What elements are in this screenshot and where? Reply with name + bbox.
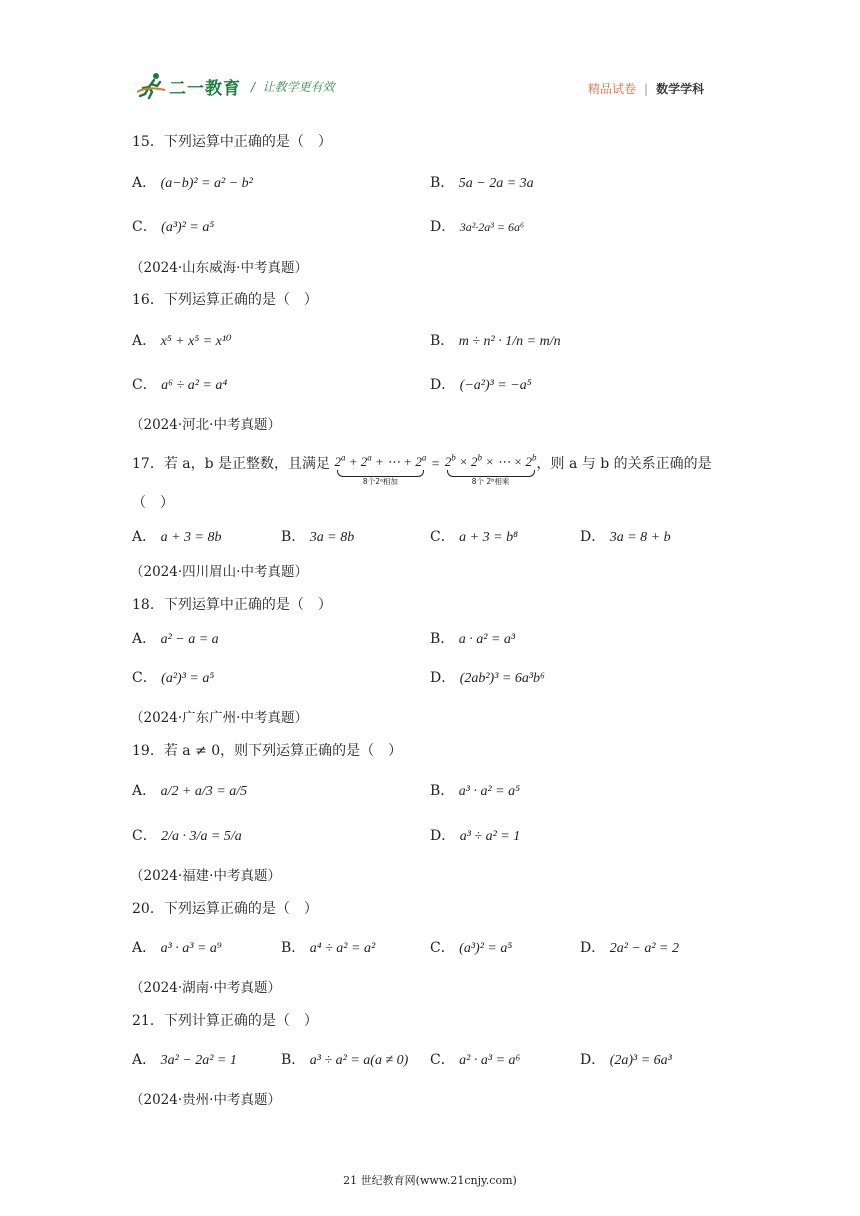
question-15-stem: 15．下列运算中正确的是（ ） bbox=[132, 134, 332, 150]
q17-option-b: B． 3a = 8b bbox=[281, 529, 355, 545]
question-20-stem: 20．下列运算正确的是（ ） bbox=[132, 901, 318, 917]
q16-option-b: B． m ÷ n² · 1/n = m/n bbox=[430, 333, 561, 349]
page-header bbox=[0, 0, 860, 110]
q17-option-c: C． a + 3 = b⁸ bbox=[430, 529, 518, 545]
q20-source: （2024·湖南·中考真题） bbox=[130, 980, 281, 996]
q16-option-d: D． (−a²)³ = −a⁵ bbox=[430, 377, 532, 393]
q17-source: （2024·四川眉山·中考真题） bbox=[130, 564, 308, 580]
q17-product-expression: $2^b \times 2^b$ × ⋯ × $2^b$ 8个 2ᵇ相乘 bbox=[444, 453, 537, 487]
question-17-stem: 17．若 a，b 是正整数，且满足 $2^a + 2^a$ + ⋯ + $2^a$ 8个2ᵃ相加 = $2^b \times 2^b$ × ⋯ × $2^b$ 8个 2ᵇ相乘 ，则 a 与 b 的关系正确的是 bbox=[132, 453, 712, 487]
question-18-stem: 18．下列运算中正确的是（ ） bbox=[132, 597, 332, 613]
header-right: 精品试卷 | 数学学科 bbox=[588, 82, 705, 96]
q20-option-a: A． a³ · a³ = a⁹ bbox=[132, 940, 222, 956]
q18-option-b: B． a · a² = a³ bbox=[430, 631, 516, 647]
header-subject: 数学学科 bbox=[656, 82, 705, 96]
q17-option-a: A． a + 3 = 8b bbox=[132, 529, 222, 545]
q21-option-a: A． 3a² − 2a² = 1 bbox=[132, 1052, 237, 1068]
q16-option-a: A． x⁵ + x⁵ = x¹⁰ bbox=[132, 333, 232, 349]
question-19-stem: 19．若 a ≠ 0，则下列运算正确的是（ ） bbox=[132, 743, 403, 759]
q21-option-c: C． a² · a³ = a⁶ bbox=[430, 1052, 521, 1068]
q15-source: （2024·山东威海·中考真题） bbox=[130, 260, 308, 276]
q19-option-c: C． 2/a · 3/a = 5/a bbox=[132, 828, 242, 844]
q15-option-a: A． (a−b)² = a² − b² bbox=[132, 175, 253, 191]
q21-option-b: B． a³ ÷ a² = a(a ≠ 0) bbox=[281, 1052, 409, 1068]
q19-option-d: D． a³ ÷ a² = 1 bbox=[430, 828, 521, 844]
q18-source: （2024·广东广州·中考真题） bbox=[130, 710, 308, 726]
q18-option-d: D． (2ab²)³ = 6a³b⁶ bbox=[430, 670, 545, 686]
question-16-stem: 16．下列运算正确的是（ ） bbox=[132, 292, 318, 308]
q15-option-d: D． 3a²·2a³ = 6a⁶ bbox=[430, 219, 525, 235]
brand-slogan: / 让教学更有效 bbox=[251, 79, 335, 94]
q21-source: （2024·贵州·中考真题） bbox=[130, 1092, 281, 1108]
logo bbox=[137, 72, 335, 100]
q20-option-b: B． a⁴ ÷ a² = a² bbox=[281, 940, 376, 956]
q16-option-c: C． a⁶ ÷ a² = a⁴ bbox=[132, 377, 228, 393]
q17-option-d: D． 3a = 8 + b bbox=[580, 529, 671, 545]
q18-option-c: C． (a²)³ = a⁵ bbox=[132, 670, 215, 686]
q19-option-b: B． a³ · a² = a⁵ bbox=[430, 783, 520, 799]
q15-option-b: B． 5a − 2a = 3a bbox=[430, 175, 534, 191]
q17-sum-expression: $2^a + 2^a$ + ⋯ + $2^a$ 8个2ᵃ相加 bbox=[334, 453, 427, 487]
page-footer: 21 世纪教育网(www.21cnjy.com) bbox=[343, 1174, 517, 1187]
q18-option-a: A． a² − a = a bbox=[132, 631, 219, 647]
q16-source: （2024·河北·中考真题） bbox=[130, 417, 281, 433]
q15-option-c: C． (a³)² = a⁵ bbox=[132, 219, 215, 235]
runner-icon bbox=[137, 72, 167, 100]
q17-stem-continued: （ ） bbox=[132, 495, 174, 511]
q20-option-d: D． 2a² − a² = 2 bbox=[580, 940, 679, 956]
header-label: 精品试卷 bbox=[588, 82, 637, 96]
question-21-stem: 21．下列计算正确的是（ ） bbox=[132, 1013, 318, 1029]
q20-option-c: C． (a³)² = a⁵ bbox=[430, 940, 513, 956]
brand-name: 二一教育 bbox=[169, 78, 241, 99]
q19-option-a: A． a/2 + a/3 = a/5 bbox=[132, 783, 248, 799]
q19-source: （2024·福建·中考真题） bbox=[130, 868, 281, 884]
q21-option-d: D． (2a)³ = 6a³ bbox=[580, 1052, 672, 1068]
